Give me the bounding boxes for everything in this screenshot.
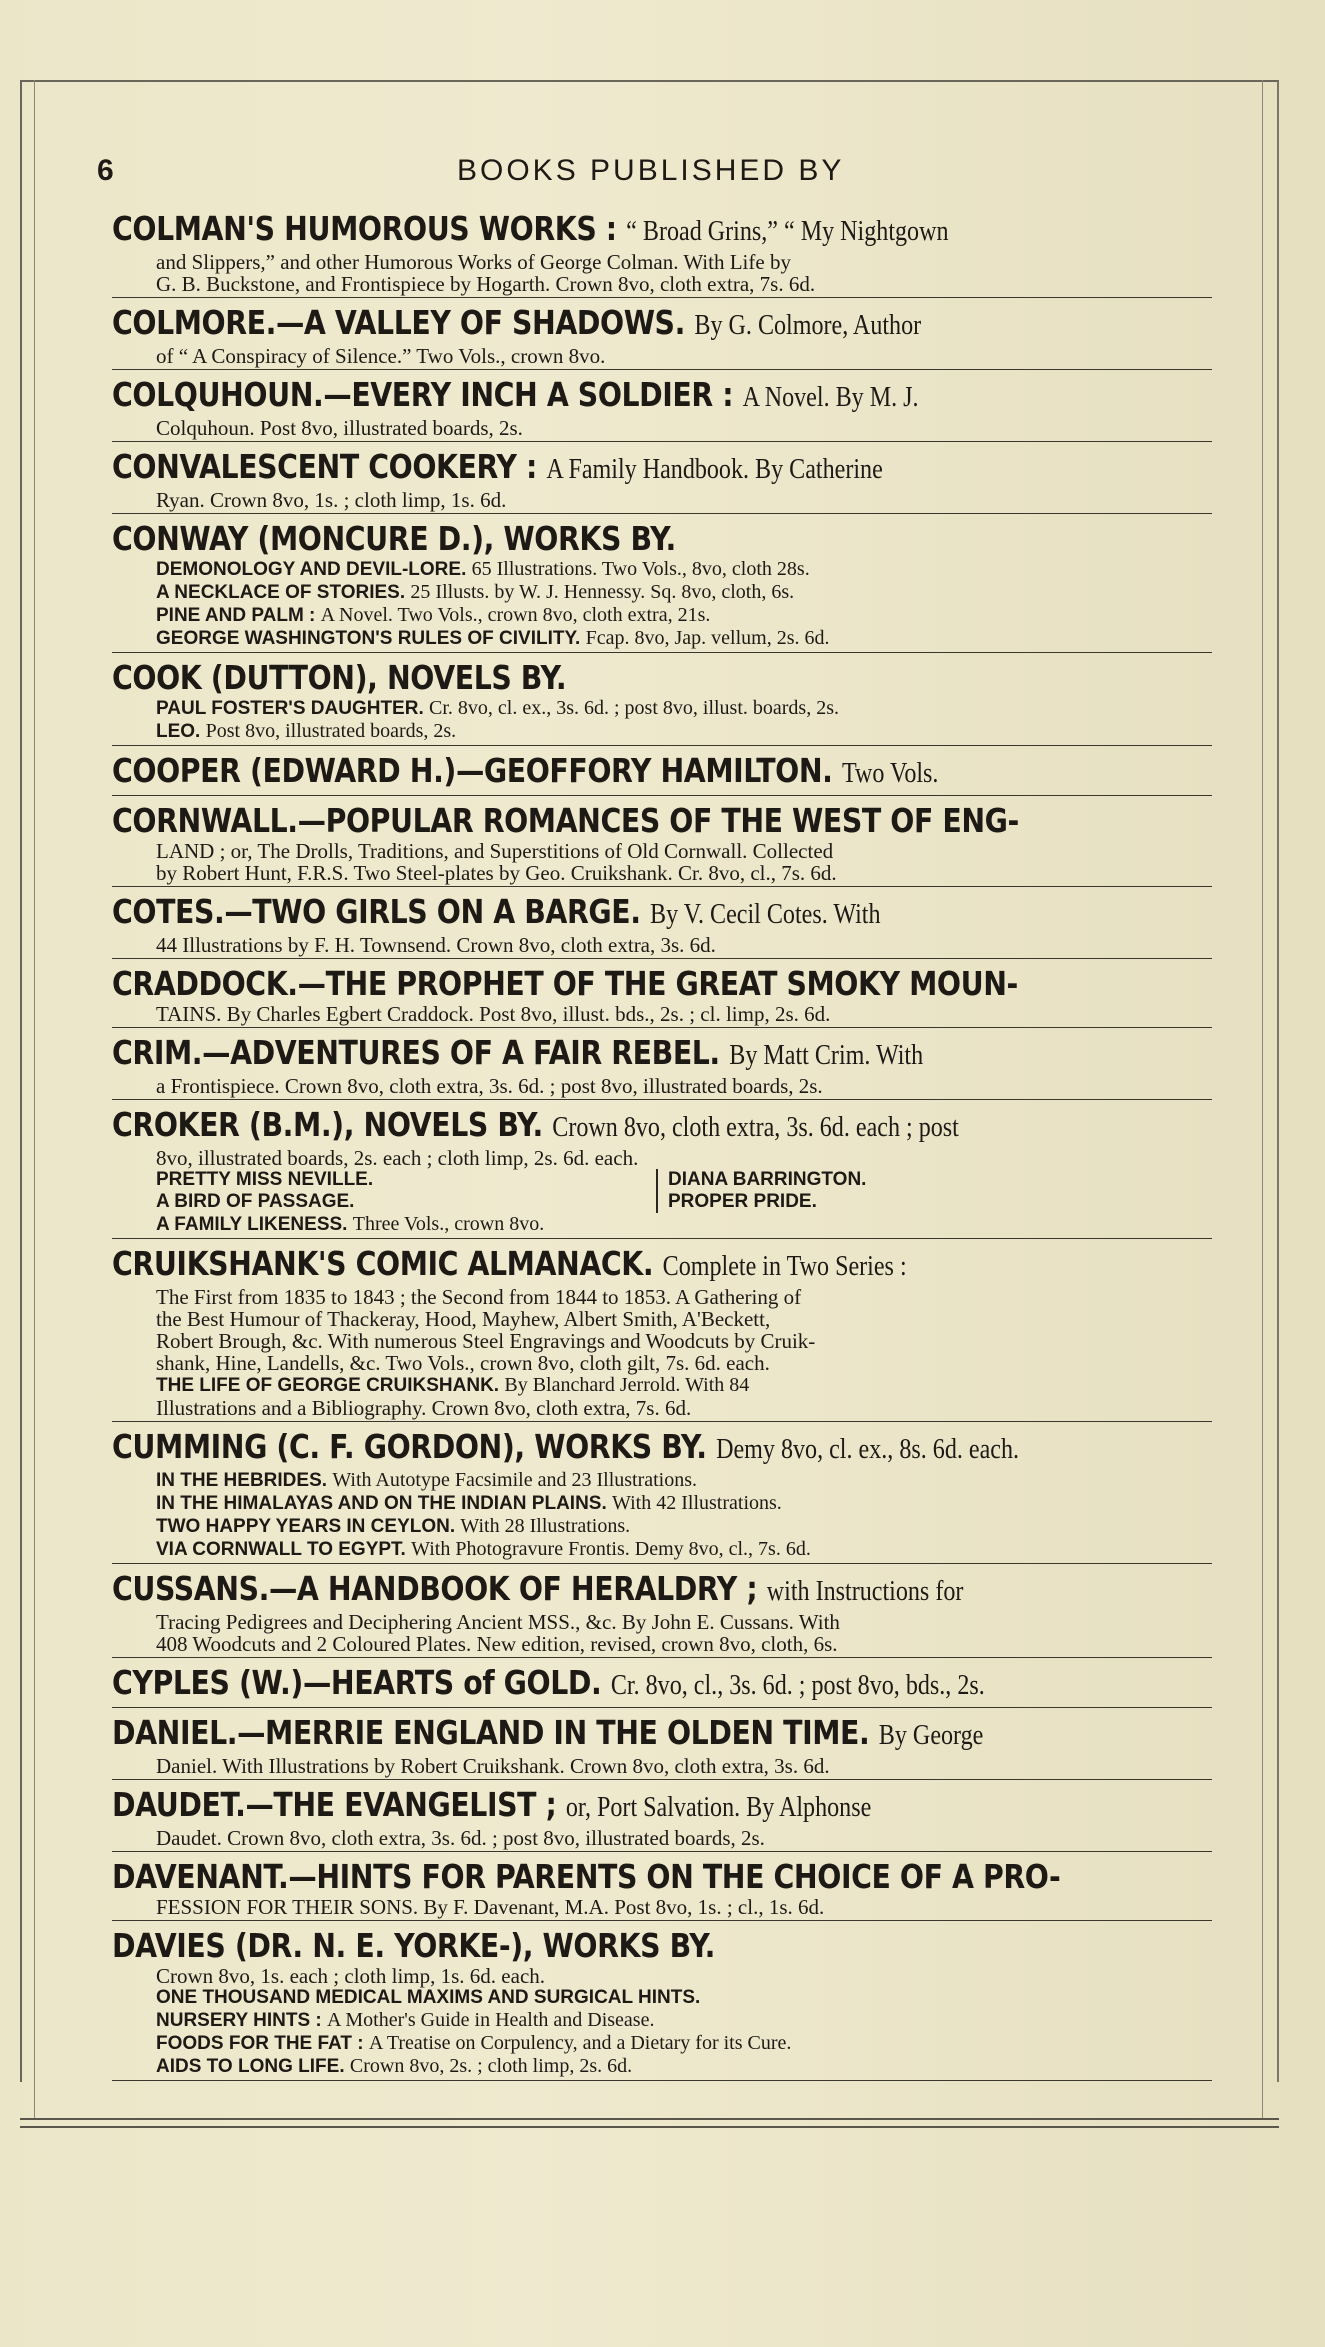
catalogue-entry (112, 1245, 1212, 1422)
entry-heading (112, 1927, 1058, 1965)
book-details: 25 Illusts. by W. J. Hennessy. Sq. 8vo, cloth, 6s. (410, 581, 795, 603)
entry-heading-tail: By Matt Crim. With (729, 1040, 924, 1071)
entry-description-line: Robert Brough, &c. With numerous Steel Engravings and Woodcuts by Cruik- (156, 1329, 816, 1353)
book-title: PRETTY MISS NEVILLE. (156, 1169, 374, 1190)
entry-heading (112, 376, 1058, 417)
book-title-line (112, 1538, 1212, 1561)
catalogue-entry (112, 1664, 1212, 1708)
book-title: THE LIFE OF GEORGE CRUIKSHANK. (156, 1375, 500, 1396)
entry-heading-tail: or, Port Salvation. By Alphonse (565, 1792, 872, 1823)
entry-description-line: Colquhoun. Post 8vo, illustrated boards, 2s. (156, 416, 523, 440)
book-title: IN THE HIMALAYAS AND ON THE INDIAN PLAINS. (156, 1493, 607, 1514)
entry-description-line: Daniel. With Illustrations by Robert Cruikshank. Crown 8vo, cloth extra, 3s. 6d. (156, 1754, 830, 1778)
catalogue-entry (112, 520, 1212, 653)
entry-title: DAUDET.—THE EVANGELIST ; (112, 1785, 557, 1824)
book-title: NURSERY HINTS : (156, 2010, 322, 2031)
catalogue-entry (112, 1106, 1212, 1239)
entry-heading (112, 893, 1058, 934)
book-details: 65 Illustrations. Two Vols., 8vo, cloth 28s. (471, 558, 810, 580)
book-details: A Novel. Two Vols., crown 8vo, cloth extra, 21s. (320, 604, 711, 626)
entry-heading (112, 1857, 1061, 1896)
catalogue-entry (112, 802, 1212, 887)
entry-heading (112, 304, 1058, 345)
book-details: Fcap. 8vo, Jap. vellum, 2s. 6d. (585, 627, 830, 649)
entry-description-line: FESSION FOR THEIR SONS. By F. Davenant, M.A. Post 8vo, 1s. ; cl., 1s. 6d. (156, 1895, 825, 1919)
frame-rule-right (1262, 80, 1263, 2120)
two-column-titles (112, 1169, 1212, 1213)
entry-heading-tail: By George (878, 1720, 984, 1751)
catalogue-entry (112, 448, 1212, 514)
entry-title: COOK (DUTTON), NOVELS BY. (112, 658, 567, 697)
entry-heading-tail: Demy 8vo, cl. ex., 8s. 6d. each. (716, 1434, 1020, 1465)
catalogue-entry (112, 1927, 1212, 2081)
entry-heading (112, 1664, 1058, 1705)
book-title: PROPER PRIDE. (668, 1191, 817, 1212)
book-details: With Photogravure Frontis. Demy 8vo, cl., 7s. 6d. (411, 1538, 811, 1560)
book-title-line (112, 697, 1212, 720)
book-title-line (112, 2055, 1212, 2078)
catalogue-entry (112, 1714, 1212, 1780)
book-title: ONE THOUSAND MEDICAL MAXIMS AND SURGICAL HINTS. (156, 1987, 701, 2008)
entry-heading (112, 965, 1058, 1003)
entry-heading (112, 520, 1058, 558)
entry-description-line: shank, Hine, Landells, &c. Two Vols., crown 8vo, cloth gilt, 7s. 6d. each. (156, 1351, 770, 1375)
book-title-line (112, 2009, 1212, 2032)
entry-title: CRUIKSHANK'S COMIC ALMANACK. (112, 1244, 654, 1283)
book-title-line (112, 1515, 1212, 1538)
entry-title: CORNWALL.—POPULAR ROMANCES OF THE WEST OF ENG- (112, 801, 1019, 840)
entry-heading-tail: Crown 8vo, cloth extra, 3s. 6d. each ; post (552, 1112, 959, 1143)
book-details: By Blanchard Jerrold. With 84 (504, 1374, 750, 1396)
book-title: LEO. (156, 721, 201, 742)
book-title: AIDS TO LONG LIFE. (156, 2056, 345, 2077)
entry-description-line: 44 Illustrations by F. H. Townsend. Crown 8vo, cloth extra, 3s. 6d. (156, 933, 716, 957)
entry-description-line: Ryan. Crown 8vo, 1s. ; cloth limp, 1s. 6d. (156, 488, 507, 512)
entry-title: COLMAN'S HUMOROUS WORKS : (112, 209, 617, 248)
book-details: With 28 Illustrations. (460, 1515, 631, 1537)
running-head (97, 150, 1207, 194)
entry-heading (112, 448, 1058, 489)
book-title-line (112, 1492, 1212, 1515)
book-title: FOODS FOR THE FAT : (156, 2033, 364, 2054)
book-details: With 42 Illustrations. (612, 1492, 782, 1514)
book-title: PAUL FOSTER'S DAUGHTER. (156, 698, 424, 719)
entry-title: COLQUHOUN.—EVERY INCH A SOLDIER : (112, 375, 734, 414)
entry-description-line: a Frontispiece. Crown 8vo, cloth extra, 3s. 6d. ; post 8vo, illustrated boards, 2s. (156, 1074, 823, 1098)
entry-description-line: of “ A Conspiracy of Silence.” Two Vols., crown 8vo. (156, 344, 606, 368)
entry-description-line: 8vo, illustrated boards, 2s. each ; cloth limp, 2s. 6d. each. (156, 1146, 639, 1170)
book-title: IN THE HEBRIDES. (156, 1470, 328, 1491)
catalogue-entry (112, 893, 1212, 959)
book-title: TWO HAPPY YEARS IN CEYLON. (156, 1516, 456, 1537)
entry-heading-tail: By V. Cecil Cotes. With (650, 899, 881, 930)
entry-heading (112, 1106, 1058, 1147)
book-title-line (112, 1374, 1212, 1397)
book-details: Crown 8vo, 2s. ; cloth limp, 2s. 6d. (349, 2055, 633, 2077)
running-title: BOOKS PUBLISHED BY (457, 154, 845, 187)
titles-left-column (156, 1169, 656, 1213)
book-title-line (112, 558, 1212, 581)
entry-heading (112, 1786, 1058, 1827)
catalogue-entry (112, 304, 1212, 370)
page-number: 6 (97, 154, 114, 187)
book-details: Three Vols., crown 8vo. (352, 1213, 545, 1235)
entry-description-line: The First from 1835 to 1843 ; the Second from 1844 to 1853. A Gathering of (156, 1285, 802, 1309)
entry-title: CROKER (B.M.), NOVELS BY. (112, 1105, 543, 1144)
book-title: A FAMILY LIKENESS. (156, 1214, 348, 1235)
book-title: DEMONOLOGY AND DEVIL-LORE. (156, 559, 467, 580)
entry-title: CONVALESCENT COOKERY : (112, 447, 537, 486)
frame-rule-left (34, 80, 35, 2120)
entry-description-line: TAINS. By Charles Egbert Craddock. Post 8vo, illust. bds., 2s. ; cl. limp, 2s. 6d. (156, 1002, 831, 1026)
entry-description-line: 408 Woodcuts and 2 Coloured Plates. New edition, revised, crown 8vo, cloth, 6s. (156, 1632, 838, 1656)
entry-title: CRADDOCK.—THE PROPHET OF THE GREAT SMOKY MOUN- (112, 964, 1018, 1003)
entry-heading (112, 1570, 1058, 1611)
entry-title: DAVENANT.—HINTS FOR PARENTS ON THE CHOICE OF A PRO- (112, 1857, 1061, 1896)
entry-heading (112, 659, 1058, 697)
entry-title: CONWAY (MONCURE D.), WORKS BY. (112, 519, 676, 558)
entry-heading (112, 752, 1058, 793)
entry-heading (112, 1428, 1058, 1469)
entry-heading-tail: “ Broad Grins,” “ My Nightgown (626, 216, 949, 247)
book-title-line (112, 1987, 1212, 2009)
entry-heading (112, 1245, 1058, 1286)
book-details: A Treatise on Corpulency, and a Dietary for its Cure. (368, 2032, 792, 2054)
entry-title: COTES.—TWO GIRLS ON A BARGE. (112, 892, 641, 931)
book-title-line (112, 1213, 1212, 1236)
entry-title: CYPLES (W.)—HEARTS of GOLD. (112, 1663, 602, 1702)
entry-title: COLMORE.—A VALLEY OF SHADOWS. (112, 303, 685, 342)
entry-title: CUSSANS.—A HANDBOOK OF HERALDRY ; (112, 1569, 758, 1608)
catalogue-entry (112, 210, 1212, 298)
entry-heading (112, 802, 1058, 840)
entry-heading-tail: A Novel. By M. J. (742, 382, 919, 413)
catalogue-entry (112, 1428, 1212, 1564)
entry-description-line: Illustrations and a Bibliography. Crown 8vo, cloth extra, 7s. 6d. (156, 1396, 692, 1420)
book-details: Cr. 8vo, cl. ex., 3s. 6d. ; post 8vo, illust. boards, 2s. (429, 697, 839, 719)
entry-description-line: LAND ; or, The Drolls, Traditions, and Superstitions of Old Cornwall. Collected (156, 839, 834, 863)
book-details: A Mother's Guide in Health and Disease. (327, 2009, 655, 2031)
entry-heading (112, 1714, 1058, 1755)
entry-title: CUMMING (C. F. GORDON), WORKS BY. (112, 1427, 707, 1466)
entry-title: COOPER (EDWARD H.)—GEOFFORY HAMILTON. (112, 751, 833, 790)
book-title-line (112, 627, 1212, 650)
catalogue-list (112, 210, 1212, 2087)
book-title: GEORGE WASHINGTON'S RULES OF CIVILITY. (156, 628, 581, 649)
entry-description-line: the Best Humour of Thackeray, Hood, Mayhew, Albert Smith, A'Beckett, (156, 1307, 771, 1331)
catalogue-entry (112, 659, 1212, 746)
titles-right-column (656, 1169, 1168, 1213)
entry-description-line: Crown 8vo, 1s. each ; cloth limp, 1s. 6d. each. (156, 1964, 546, 1988)
catalogue-entry (112, 965, 1212, 1028)
entry-heading-tail: By G. Colmore, Author (694, 310, 922, 341)
catalogue-entry (112, 752, 1212, 796)
frame-bottom-rule (20, 2118, 1279, 2128)
book-title-line (112, 581, 1212, 604)
book-title: A BIRD OF PASSAGE. (156, 1191, 355, 1212)
entry-heading (112, 210, 1058, 251)
book-title: VIA CORNWALL TO EGYPT. (156, 1539, 406, 1560)
entry-description-line: Daudet. Crown 8vo, cloth extra, 3s. 6d. ; post 8vo, illustrated boards, 2s. (156, 1826, 765, 1850)
entry-title: DAVIES (DR. N. E. YORKE-), WORKS BY. (112, 1926, 715, 1965)
book-title-line (112, 720, 1212, 743)
catalogue-entry (112, 1570, 1212, 1658)
book-title-line (112, 1469, 1212, 1492)
entry-heading-tail: A Family Handbook. By Catherine (546, 454, 883, 485)
book-title-line (112, 2032, 1212, 2055)
entry-heading-tail: Two Vols. (841, 758, 939, 789)
book-title: DIANA BARRINGTON. (668, 1169, 867, 1190)
entry-title: CRIM.—ADVENTURES OF A FAIR REBEL. (112, 1033, 720, 1072)
entry-heading-tail: with Instructions for (766, 1576, 964, 1607)
entry-description-line: Tracing Pedigrees and Deciphering Ancient MSS., &c. By John E. Cussans. With (156, 1610, 840, 1634)
entry-heading-tail: Cr. 8vo, cl., 3s. 6d. ; post 8vo, bds., 2s. (610, 1670, 985, 1701)
entry-description-line: by Robert Hunt, F.R.S. Two Steel-plates by Geo. Cruikshank. Cr. 8vo, cl., 7s. 6d. (156, 861, 837, 885)
book-details: With Autotype Facsimile and 23 Illustrations. (332, 1469, 698, 1491)
entry-heading-tail: Complete in Two Series : (662, 1251, 907, 1282)
entry-heading (112, 1034, 1058, 1075)
entry-description-line: G. B. Buckstone, and Frontispiece by Hogarth. Crown 8vo, cloth extra, 7s. 6d. (156, 272, 816, 296)
catalogue-entry (112, 376, 1212, 442)
book-title-line (112, 604, 1212, 627)
entry-description-line: and Slippers,” and other Humorous Works of George Colman. With Life by (156, 250, 791, 274)
book-title: A NECKLACE OF STORIES. (156, 582, 406, 603)
catalogue-entry (112, 1786, 1212, 1852)
book-details: Post 8vo, illustrated boards, 2s. (205, 720, 457, 742)
catalogue-entry (112, 1858, 1212, 1921)
entry-title: DANIEL.—MERRIE ENGLAND IN THE OLDEN TIME. (112, 1713, 870, 1752)
book-title: PINE AND PALM : (156, 605, 316, 626)
catalogue-entry (112, 1034, 1212, 1100)
